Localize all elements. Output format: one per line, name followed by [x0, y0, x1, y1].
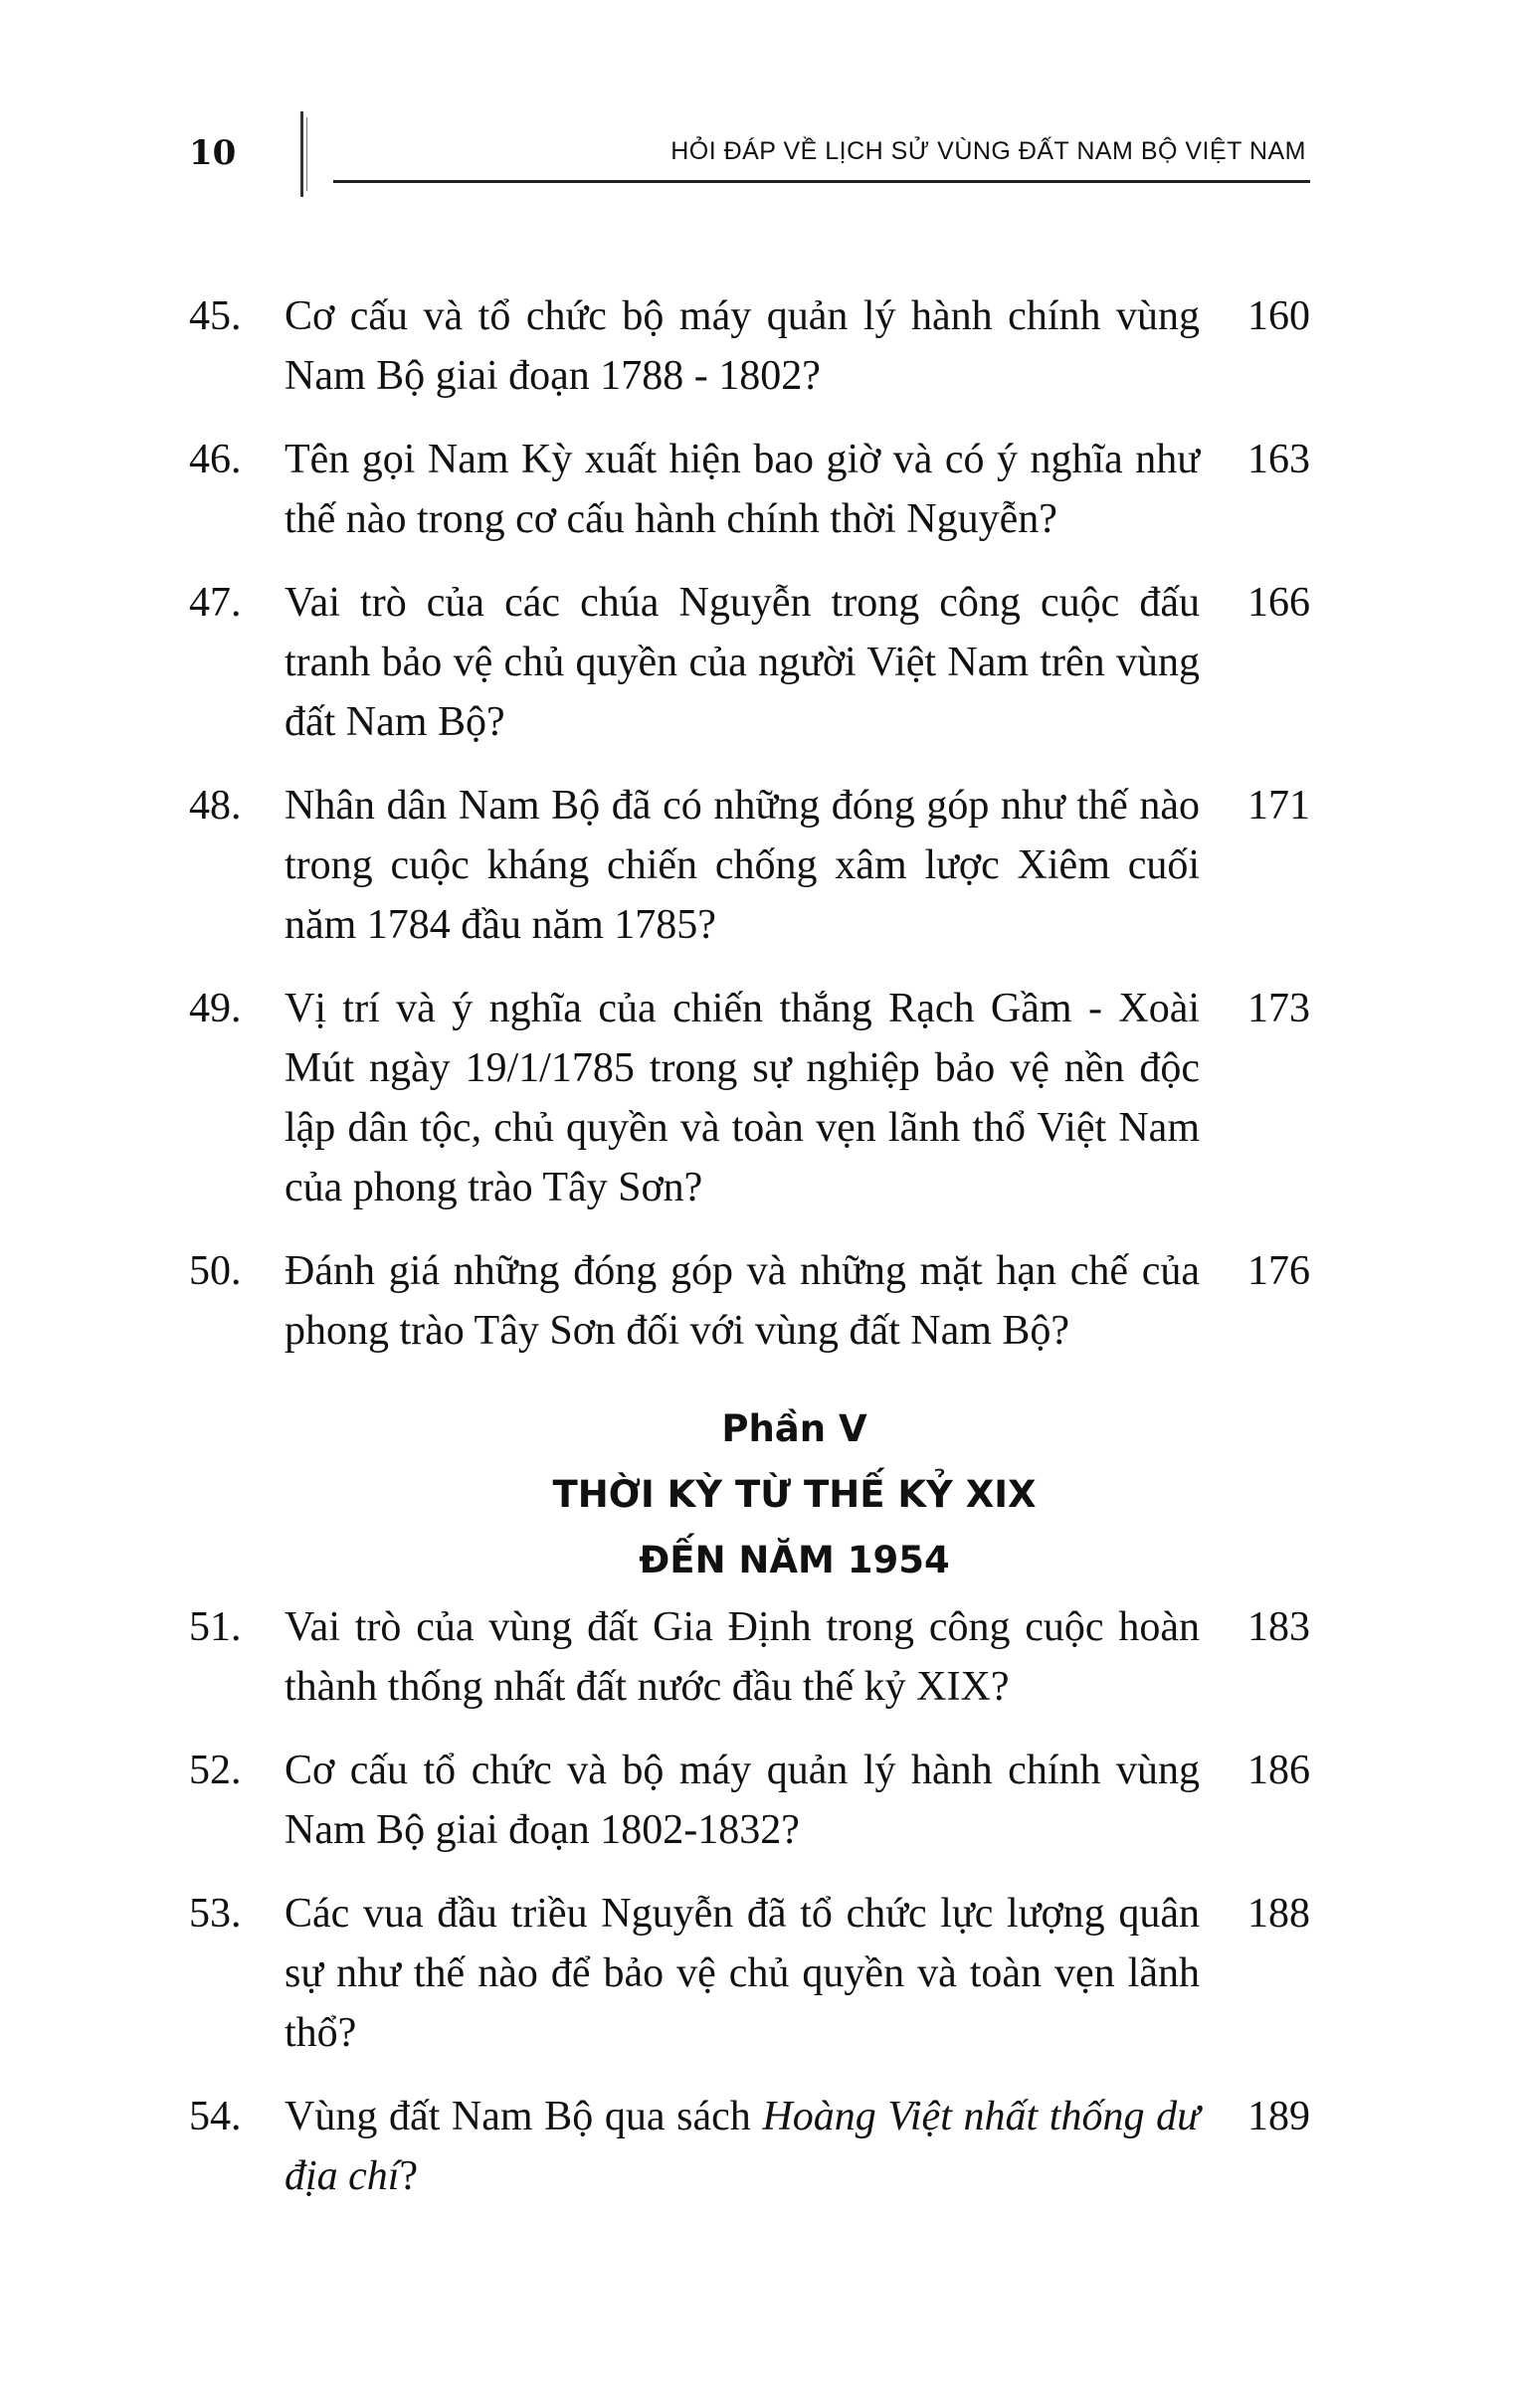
- toc-item-45[interactable]: [189, 286, 1310, 406]
- toc-item-49[interactable]: [189, 979, 1310, 1217]
- toc-item-page: 171: [1247, 783, 1310, 829]
- toc-item-page: 188: [1247, 1891, 1310, 1937]
- section-title-line1: THỜI KỲ TỪ THẾ KỶ XIX: [552, 1473, 1037, 1516]
- toc-item-title: Cơ cấu và tổ chức bộ máy quản lý hành chính vùng Nam Bộ giai đoạn 1788 - 1802?: [285, 293, 1200, 399]
- toc-item-51[interactable]: [189, 1597, 1310, 1717]
- running-title: HỎI ĐÁP VỀ LỊCH SỬ VÙNG ĐẤT NAM BỘ VIỆT NAM: [670, 137, 1306, 165]
- header-divider-inner: [306, 117, 307, 191]
- toc-item-page: 173: [1247, 986, 1310, 1031]
- toc-item-number: 51.: [189, 1604, 242, 1650]
- toc-item-title-plain: Vùng đất Nam Bộ qua sách: [285, 2094, 763, 2139]
- header-divider: [300, 111, 303, 197]
- toc-item-number: 50.: [189, 1248, 242, 1294]
- header-rule: [333, 180, 1310, 183]
- toc-item-number: 54.: [189, 2094, 242, 2139]
- toc-item-number: 46.: [189, 437, 242, 482]
- toc-item-title: Vị trí và ý nghĩa của chiến thắng Rạch Gầm - Xoài Mút ngày 19/1/1785 trong sự nghiệp bảo vệ nền độc lập dân tộc, chủ quyền và toàn vẹn lãnh thổ Việt Nam của phong trào Tây Sơn?: [285, 986, 1200, 1210]
- toc-item-number: 52.: [189, 1748, 242, 1793]
- toc-item-53[interactable]: [189, 1884, 1310, 2063]
- toc-item-title-end: ?: [399, 2153, 419, 2199]
- toc-item-page: 183: [1247, 1604, 1310, 1650]
- toc-item-number: 47.: [189, 580, 242, 626]
- toc-item-title: Đánh giá những đóng góp và những mặt hạn chế của phong trào Tây Sơn đối với vùng đất Nam Bộ?: [285, 1248, 1200, 1354]
- toc-item-page: 163: [1247, 437, 1310, 482]
- section-part-label: Phần V: [721, 1407, 867, 1450]
- section-title-line2: ĐẾN NĂM 1954: [639, 1539, 950, 1581]
- toc-item-title: Cơ cấu tổ chức và bộ máy quản lý hành chính vùng Nam Bộ giai đoạn 1802-1832?: [285, 1748, 1200, 1853]
- toc-item-title-italic: Hoàng Việt nhất thống dư địa chí: [285, 2094, 1200, 2199]
- toc-item-46[interactable]: [189, 430, 1310, 549]
- toc-item-50[interactable]: [189, 1241, 1310, 1361]
- toc-item-title: Vai trò của vùng đất Gia Định trong công cuộc hoàn thành thống nhất đất nước đầu thế kỷ XIX?: [285, 1604, 1200, 1710]
- toc-item-number: 48.: [189, 783, 242, 829]
- toc-item-54[interactable]: [189, 2087, 1310, 2206]
- toc-item-title: Nhân dân Nam Bộ đã có những đóng góp như thế nào trong cuộc kháng chiến chống xâm lược Xiêm cuối năm 1784 đầu năm 1785?: [285, 783, 1200, 948]
- toc-item-number: 49.: [189, 986, 242, 1031]
- toc-item-title: Vai trò của các chúa Nguyễn trong công cuộc đấu tranh bảo vệ chủ quyền của người Việt Nam trên vùng đất Nam Bộ?: [285, 580, 1200, 745]
- toc-item-number: 45.: [189, 293, 242, 339]
- toc-item-48[interactable]: [189, 776, 1310, 955]
- table-of-contents: [189, 286, 1310, 2230]
- toc-item-number: 53.: [189, 1891, 242, 1937]
- toc-item-page: 186: [1247, 1748, 1310, 1793]
- toc-item-title: Tên gọi Nam Kỳ xuất hiện bao giờ và có ý nghĩa như thế nào trong cơ cấu hành chính thời Nguyễn?: [285, 437, 1200, 542]
- toc-item-page: 189: [1247, 2094, 1310, 2139]
- section-heading: [189, 1396, 1310, 1593]
- toc-item-title: Các vua đầu triều Nguyễn đã tổ chức lực lượng quân sự như thế nào để bảo vệ chủ quyền và toàn vẹn lãnh thổ?: [285, 1891, 1200, 2056]
- toc-item-47[interactable]: [189, 573, 1310, 752]
- toc-item-page: 176: [1247, 1248, 1310, 1294]
- toc-item-page: 160: [1247, 293, 1310, 339]
- page-number: 10: [189, 133, 237, 173]
- toc-item-52[interactable]: [189, 1741, 1310, 1860]
- toc-item-title: [285, 2087, 1200, 2206]
- toc-item-page: 166: [1247, 580, 1310, 626]
